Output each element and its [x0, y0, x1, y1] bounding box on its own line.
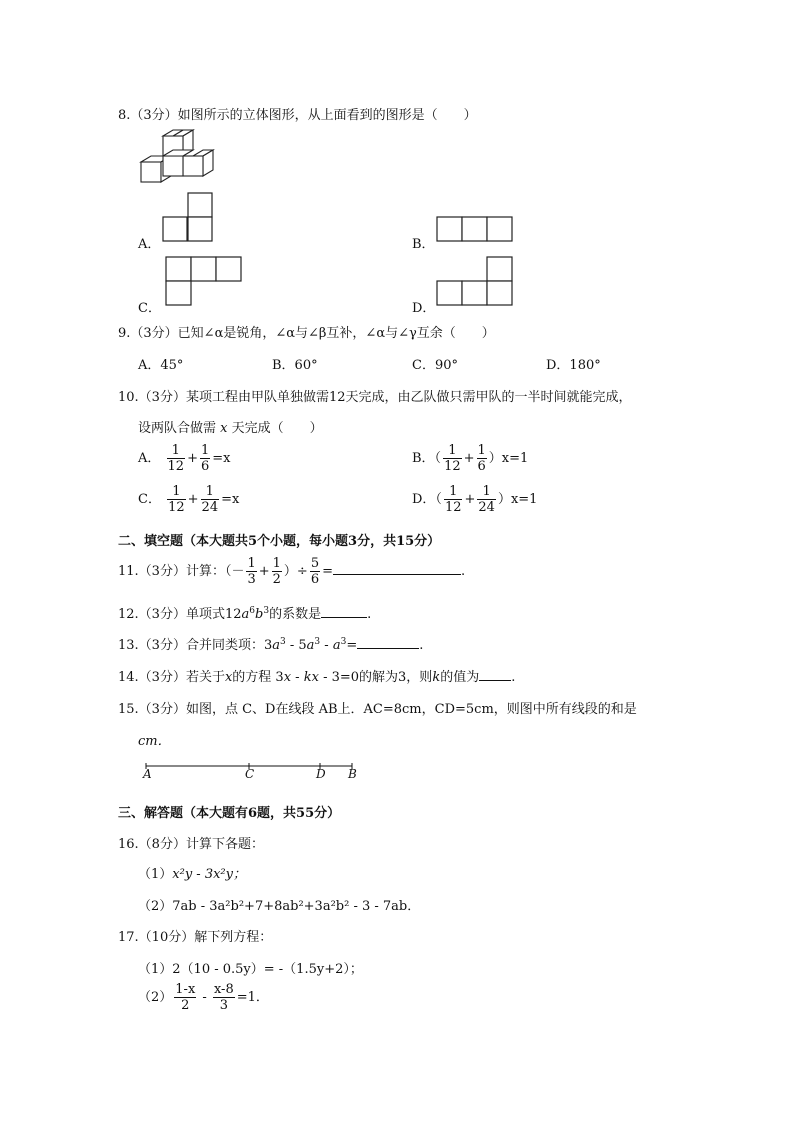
q15-stem-line2: cm． — [138, 734, 171, 749]
q17-stem: 17.（10分）解下列方程： — [118, 930, 273, 945]
plus-sign: + — [187, 492, 199, 507]
q14-prefix: 14.（3分）若关于 — [118, 670, 225, 685]
q8-option-b-figure — [437, 217, 513, 243]
q14-var-k: k — [432, 670, 441, 685]
plus-sign: + — [464, 492, 476, 507]
q13-exp2: 3 — [314, 637, 321, 647]
plus-sign: + — [258, 564, 270, 579]
q11-frac2: $\frac{1}{2}$ — [272, 556, 281, 587]
q10-d-tail: ）x=1 — [497, 492, 538, 507]
q14-mid: 的方程 3 — [232, 670, 284, 685]
q15-point-d: D — [316, 767, 326, 781]
q8-cube-figure — [135, 130, 220, 192]
q17-part1: （1）2（10 - 0.5y）= -（1.5y+2）； — [138, 962, 363, 977]
q8-option-c-figure — [166, 257, 242, 307]
q10-stem-line2 — [138, 417, 323, 436]
q12 — [118, 603, 371, 622]
q11-frac3: $\frac{5}{6}$ — [310, 556, 320, 587]
q10-b-tail: ）x=1 — [488, 451, 529, 466]
q12-answer-blank[interactable] — [321, 604, 367, 618]
q16-p2-label: （2） — [138, 899, 173, 914]
plus-sign: + — [463, 451, 475, 466]
q16-part2 — [138, 895, 420, 914]
q10-a-frac2: $\frac{1}{6}$ — [200, 443, 210, 474]
q11-end: . — [461, 564, 466, 579]
q8-option-a-figure — [163, 193, 213, 243]
q10-stem-text: 设两队合做需 — [138, 421, 217, 436]
q17-frac1: $\frac{1-x}{2}$ — [175, 982, 196, 1013]
q15-point-b: B — [348, 767, 357, 781]
q10-option-d[interactable] — [412, 484, 537, 515]
q12-prefix: 12.（3分）单项式12 — [118, 607, 242, 622]
q10-b-label: B．（ — [412, 451, 442, 466]
section3-title: 三、解答题（本大题有6题，共55分） — [118, 806, 341, 821]
q9-option-c[interactable]: C．90° — [412, 358, 458, 373]
q8-option-d-figure — [437, 257, 513, 307]
q16-p2-expr: 7ab - 3a²b²+7+8ab²+3a²b² - 3 - 7ab． — [172, 899, 421, 914]
q12-var-b: b — [255, 607, 264, 622]
q14-minus: - — [291, 670, 304, 685]
q10-c-frac2: $\frac{1}{24}$ — [201, 484, 219, 515]
q9-option-d[interactable]: D．180° — [546, 358, 601, 373]
q11-div: ）÷ — [283, 564, 308, 579]
q14-var-x2: x — [283, 670, 292, 685]
q11-eq: = — [322, 564, 334, 579]
q14-end: . — [511, 670, 516, 685]
q10-c-frac1: $\frac{1}{12}$ — [168, 484, 185, 515]
q12-end: . — [367, 607, 372, 622]
q16-p1-label: （1） — [138, 867, 173, 882]
q14 — [118, 666, 515, 685]
q9-stem: 9.（3分）已知∠α是锐角，∠α与∠β互补，∠α与∠γ互余（ ） — [118, 326, 495, 341]
q10-a-label: A． — [138, 451, 161, 466]
q8-option-c-label[interactable]: C． — [138, 301, 161, 316]
q12-exp-a: 6 — [249, 606, 255, 616]
q13-eq: = — [346, 638, 358, 653]
q16-stem: 16.（8分）计算下各题： — [118, 837, 264, 852]
q12-exp-b: 3 — [263, 606, 270, 616]
q12-suffix: 的系数是 — [269, 607, 322, 622]
q10-b-frac1: $\frac{1}{12}$ — [444, 443, 461, 474]
q10-d-label: D．（ — [412, 492, 442, 507]
q16-p1-expr: x²y - 3x²y； — [172, 867, 246, 882]
q11-prefix: 11.（3分）计算：（－ — [118, 564, 245, 579]
q17-minus: - — [198, 990, 211, 1005]
q8-stem: 8.（3分）如图所示的立体图形，从上面看到的图形是（ ） — [118, 108, 477, 123]
q13-mid1: - 5 — [285, 638, 307, 653]
q17-part2 — [138, 982, 269, 1013]
q9-option-b[interactable]: B．60° — [272, 358, 318, 373]
q14-tail2: 的值为 — [440, 670, 480, 685]
q13-answer-blank[interactable] — [357, 635, 419, 649]
q14-answer-blank[interactable] — [479, 667, 511, 681]
q13-prefix: 13.（3分）合并同类项：3 — [118, 638, 273, 653]
q15-stem-line1: 15.（3分）如图，点 C、D在线段 AB上．AC=8cm，CD=5cm，则图中所有线段的和是 — [118, 702, 637, 717]
q11 — [118, 556, 465, 587]
q14-var-x: x — [224, 670, 233, 685]
q14-var-kx: kx — [303, 670, 319, 685]
q10-stem-line1: 10.（3分）某项工程由甲队单独做需12天完成，由乙队做只需甲队的一半时间就能完成， — [118, 390, 632, 405]
q13 — [118, 634, 423, 653]
q8-option-b-label[interactable]: B． — [412, 237, 435, 252]
q9-option-a[interactable]: A．45° — [138, 358, 184, 373]
q13-end: . — [419, 638, 424, 653]
q13-mid2: - — [320, 638, 333, 653]
q15-point-a: A — [143, 767, 152, 781]
q10-option-a[interactable] — [138, 443, 231, 474]
q15-point-c: C — [245, 767, 255, 781]
q10-variable: x — [220, 421, 228, 436]
q10-a-tail: =x — [212, 451, 231, 466]
q10-d-frac1: $\frac{1}{12}$ — [444, 484, 462, 515]
q10-b-frac2: $\frac{1}{6}$ — [477, 443, 486, 474]
q11-frac1: $\frac{1}{3}$ — [247, 556, 256, 587]
q13-var1: a — [272, 638, 280, 653]
q13-var2: a — [306, 638, 315, 653]
q13-var3: a — [332, 638, 341, 653]
q16-part1 — [138, 863, 246, 882]
q10-stem-tail: 天完成（ ） — [231, 421, 323, 436]
q10-c-label: C． — [138, 492, 161, 507]
q13-exp3: 3 — [340, 637, 347, 647]
q14-tail: - 3=0的解为3，则 — [318, 670, 433, 685]
q10-d-frac2: $\frac{1}{24}$ — [478, 484, 495, 515]
plus-sign: + — [187, 451, 198, 466]
section2-title: 二、填空题（本大题共5个小题，每小题3分，共15分） — [118, 534, 441, 549]
q17-frac2: $\frac{x-8}{3}$ — [213, 982, 234, 1013]
q17-tail: =1． — [236, 990, 269, 1005]
q11-answer-blank[interactable] — [333, 561, 461, 575]
q13-exp1: 3 — [279, 637, 286, 647]
q8-option-d-label[interactable]: D． — [412, 301, 436, 316]
q17-p2-label: （2） — [138, 990, 173, 1005]
q10-option-b[interactable] — [412, 443, 528, 474]
q10-c-tail: =x — [221, 492, 240, 507]
q10-option-c[interactable] — [138, 484, 239, 515]
q12-var-a: a — [241, 607, 250, 622]
q10-a-frac1: $\frac{1}{12}$ — [167, 443, 185, 474]
q8-option-a-label[interactable]: A． — [138, 237, 161, 252]
